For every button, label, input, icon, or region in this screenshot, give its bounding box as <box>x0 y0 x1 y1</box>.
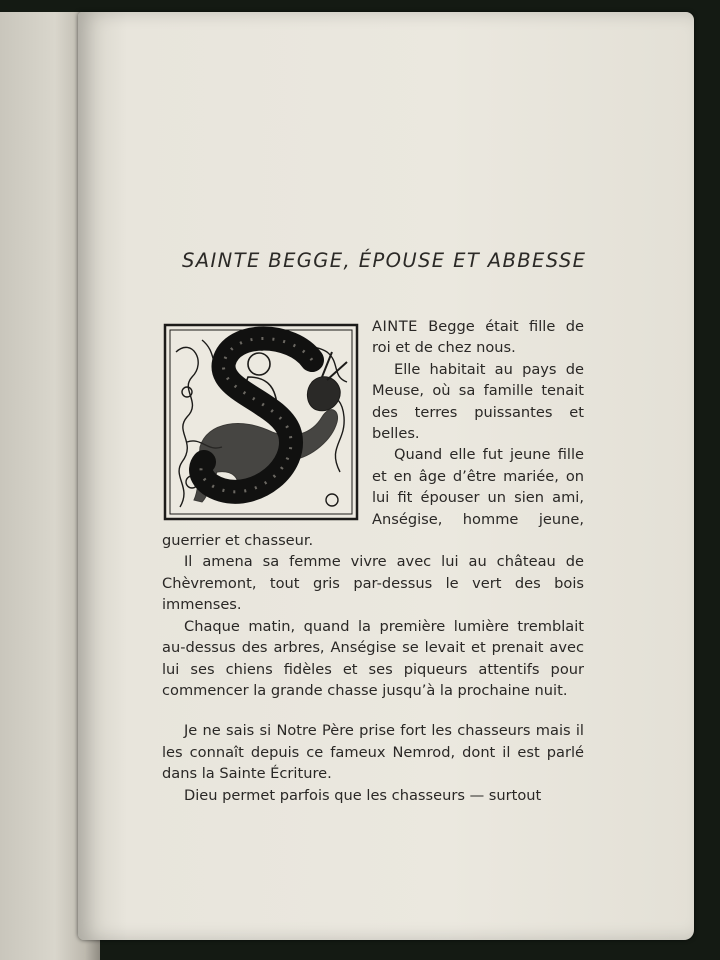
illuminated-initial <box>162 322 360 522</box>
illuminated-initial-s-icon <box>162 322 360 522</box>
chapter-body <box>162 316 584 806</box>
paragraph: AINTE Begge était fille de roi et de chez nous. <box>372 318 584 357</box>
paragraph: Chaque matin, quand la première lumière tremblait au-dessus des arbres, Anségise se levait et prenait avec lui ses chiens fidèles et ses piqueurs attentifs pour commencer la grande chasse jusqu’à la prochaine nuit. <box>162 617 584 699</box>
first-word-rest: AINTE <box>372 318 418 335</box>
chapter-title: SAINTE BEGGE, ÉPOUSE ET ABBESSE <box>182 249 587 272</box>
paragraph: Dieu permet parfois que les chasseurs — surtout <box>184 786 542 804</box>
paragraph: Je ne sais si Notre Père prise fort les chasseurs mais il les connaît depuis ce fameux Nemrod, dont il est parlé dans la Sainte Écriture. <box>162 722 584 783</box>
paragraph: Il amena sa femme vivre avec lui au château de Chèvremont, tout gris par-dessus le vert des bois immenses. <box>162 553 584 614</box>
paragraph: Elle habitait au pays de Meuse, où sa famille tenait des terres puissantes et belles. <box>372 360 584 443</box>
paragraph: Quand elle fut jeune fille et en âge d’être mariée, on lui fit épouser un sien ami, Anségise, homme jeune, guerrier et chasseur. <box>162 446 584 550</box>
